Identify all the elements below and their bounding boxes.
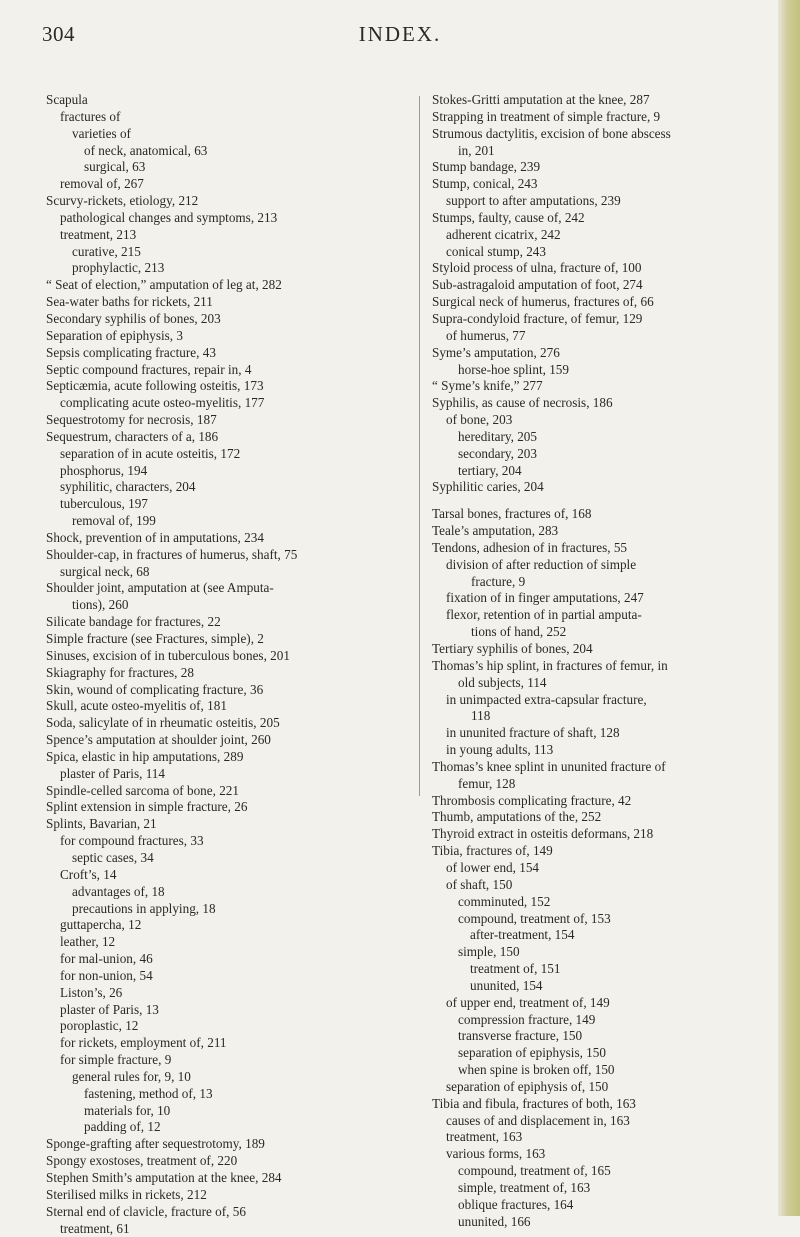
index-subentry	[432, 412, 782, 429]
index-subentry	[46, 210, 410, 227]
index-subentry	[46, 159, 410, 176]
entry-text: of neck, anatomical, 63	[84, 142, 208, 158]
entry-text: when spine is broken off, 150	[458, 1062, 615, 1078]
entry-text: Stump bandage, 239	[432, 159, 541, 175]
entry-text: syphilitic, characters, 204	[60, 479, 196, 495]
index-subentry	[432, 1079, 782, 1096]
entry-text: flexor, retention of in partial amputa-	[446, 607, 642, 623]
index-entry	[46, 345, 410, 362]
entry-text: Splint extension in simple fracture, 26	[46, 799, 248, 815]
index-subentry	[432, 1113, 782, 1130]
entry-text: in ununited fracture of shaft, 128	[446, 725, 620, 741]
entry-text: Spindle-celled sarcoma of bone, 221	[46, 782, 239, 798]
index-subentry	[432, 1045, 782, 1062]
entry-text: Simple fracture (see Fractures, simple), 2	[46, 631, 264, 646]
entry-text: for non-union, 54	[60, 967, 153, 983]
index-entry	[46, 412, 410, 429]
index-entry	[432, 345, 782, 362]
index-entry	[46, 715, 410, 732]
entry-text: Silicate bandage for fractures, 22	[46, 614, 221, 630]
entry-text: padding of, 12	[84, 1119, 161, 1135]
entry-text: treatment, 61	[60, 1220, 130, 1236]
index-entry	[432, 92, 782, 109]
entry-text: division of after reduction of simple	[446, 556, 637, 572]
running-title: INDEX.	[358, 22, 442, 46]
entry-continuation: 118	[471, 708, 491, 724]
index-entry	[46, 429, 410, 446]
index-entry	[46, 1170, 410, 1187]
entry-text: Spica, elastic in hip amputations, 289	[46, 748, 244, 764]
entry-text: compression fracture, 149	[458, 1011, 596, 1027]
entry-text: Strumous dactylitis, excision of bone abscess	[432, 125, 671, 141]
entry-text: compound, treatment of, 165	[458, 1163, 611, 1179]
index-subentry	[46, 884, 410, 901]
entry-text: Thumb, amputations of the, 252	[432, 809, 602, 825]
entry-text: poroplastic, 12	[60, 1018, 139, 1034]
entry-continuation: tions of hand, 252	[471, 624, 567, 640]
index-subentry	[432, 894, 782, 911]
entry-text: Septicæmia, acute following osteitis, 173	[46, 378, 264, 394]
entry-text: tertiary, 204	[458, 462, 522, 478]
index-subentry	[46, 901, 410, 918]
index-entry	[46, 648, 410, 665]
index-entry	[432, 260, 782, 277]
index-subentry	[46, 985, 410, 1002]
index-entry	[432, 176, 782, 193]
index-subentry	[432, 227, 782, 244]
index-subentry	[432, 1163, 782, 1180]
entry-text: simple, 150	[458, 944, 520, 960]
index-subentry	[46, 244, 410, 261]
entry-text: Liston’s, 26	[60, 984, 123, 1000]
entry-text: guttapercha, 12	[60, 917, 142, 933]
entry-text: surgical, 63	[84, 159, 146, 175]
index-subentry	[432, 877, 782, 894]
index-subentry	[432, 995, 782, 1012]
entry-text: Tibia and fibula, fractures of both, 163	[432, 1095, 636, 1111]
index-column-left	[46, 92, 410, 1237]
entry-text: of humerus, 77	[446, 327, 526, 343]
index-entry	[432, 294, 782, 311]
entry-text: ununited, 166	[458, 1213, 531, 1229]
entry-text: tuberculous, 197	[60, 496, 148, 512]
index-entry	[432, 311, 782, 328]
entry-text: treatment, 213	[60, 226, 137, 242]
index-subentry	[46, 564, 410, 581]
entry-text: of lower end, 154	[446, 859, 540, 875]
entry-continuation: old subjects, 114	[458, 674, 547, 690]
entry-text: Thomas’s hip splint, in fractures of femur, in	[432, 657, 668, 673]
page-number: 304	[42, 22, 75, 46]
index-entry	[432, 523, 782, 540]
entry-text: Sequestrotomy for necrosis, 187	[46, 412, 217, 428]
entry-continuation: in, 201	[458, 142, 495, 158]
entry-text: Spongy exostoses, treatment of, 220	[46, 1153, 238, 1169]
entry-text: fractures of	[60, 108, 121, 124]
column-divider	[419, 96, 420, 796]
index-entry	[46, 530, 410, 547]
index-entry	[46, 92, 410, 109]
index-entry	[432, 843, 782, 860]
index-subentry	[46, 766, 410, 783]
entry-text: complicating acute osteo-myelitis, 177	[60, 395, 265, 411]
entry-text: after-treatment, 154	[470, 927, 575, 943]
entry-text: varieties of	[72, 125, 131, 141]
entry-text: oblique fractures, 164	[458, 1196, 574, 1212]
index-subentry	[46, 126, 410, 143]
entry-text: Sinuses, excision of in tuberculous bones, 201	[46, 647, 290, 663]
entry-text: Teale’s amputation, 283	[432, 523, 559, 539]
index-entry	[432, 126, 782, 143]
index-entry	[432, 159, 782, 176]
entry-text: Thrombosis complicating fracture, 42	[432, 792, 632, 808]
index-subentry	[432, 961, 782, 978]
index-subentry	[432, 927, 782, 944]
index-subentry	[432, 1197, 782, 1214]
index-entry	[432, 277, 782, 294]
index-entry	[46, 732, 410, 749]
index-subentry	[46, 1002, 410, 1019]
entry-text: for rickets, employment of, 211	[60, 1035, 227, 1051]
entry-text: leather, 12	[60, 934, 116, 950]
index-subentry	[46, 934, 410, 951]
entry-text: advantages of, 18	[72, 883, 165, 899]
entry-text: secondary, 203	[458, 445, 537, 461]
index-entry	[46, 783, 410, 800]
index-entry	[46, 698, 410, 715]
index-subentry	[432, 1146, 782, 1163]
entry-text: Tarsal bones, fractures of, 168	[432, 506, 592, 522]
entry-text: Skiagraphy for fractures, 28	[46, 664, 194, 680]
index-subentry	[432, 1180, 782, 1197]
entry-text: Secondary syphilis of bones, 203	[46, 310, 221, 326]
index-entry	[46, 580, 410, 597]
index-entry	[46, 1136, 410, 1153]
entry-continuation: fracture, 9	[471, 573, 526, 589]
index-subentry	[432, 429, 782, 446]
index-entry	[46, 311, 410, 328]
index-subentry	[46, 867, 410, 884]
entry-text: Croft’s, 14	[60, 866, 117, 882]
index-entry	[46, 547, 410, 564]
entry-text: transverse fracture, 150	[458, 1028, 583, 1044]
entry-text: Separation of epiphysis, 3	[46, 327, 183, 343]
index-subentry	[432, 362, 782, 379]
entry-text: for mal-union, 46	[60, 951, 153, 967]
index-entry	[46, 614, 410, 631]
entry-text: Syphilitic caries, 204	[432, 479, 544, 495]
page-header	[0, 22, 800, 62]
entry-text: removal of, 267	[60, 176, 144, 192]
index-entry	[432, 826, 782, 843]
index-subentry	[46, 513, 410, 530]
entry-text: Strapping in treatment of simple fracture, 9	[432, 108, 661, 124]
index-entry	[432, 210, 782, 227]
index-subentry	[432, 590, 782, 607]
entry-text: horse-hoe splint, 159	[458, 361, 569, 377]
index-subentry	[432, 244, 782, 261]
index-subentry	[46, 176, 410, 193]
index-entry	[46, 631, 410, 648]
entry-text: of shaft, 150	[446, 876, 513, 892]
index-subentry	[432, 725, 782, 742]
index-subentry	[432, 1129, 782, 1146]
entry-text: Septic compound fractures, repair in, 4	[46, 361, 252, 377]
entry-text: of bone, 203	[446, 412, 513, 428]
index-entry	[46, 816, 410, 833]
index-entry	[46, 193, 410, 210]
index-subentry	[432, 607, 782, 624]
entry-text: adherent cicatrix, 242	[446, 226, 561, 242]
index-subentry	[432, 1062, 782, 1079]
index-subentry	[46, 1119, 410, 1136]
entry-text: removal of, 199	[72, 513, 156, 529]
entry-text: Thyroid extract in osteitis deformans, 218	[432, 826, 654, 842]
index-subentry	[46, 917, 410, 934]
entry-text: Stephen Smith’s amputation at the knee, 284	[46, 1170, 282, 1185]
entry-text: ununited, 154	[470, 977, 543, 993]
entry-continuation: femur, 128	[458, 775, 516, 791]
entry-text: phosphorus, 194	[60, 462, 148, 478]
index-subentry	[46, 1035, 410, 1052]
index-entry	[46, 328, 410, 345]
entry-text: Sternal end of clavicle, fracture of, 56	[46, 1203, 246, 1219]
index-column-right	[432, 92, 782, 1231]
entry-text: Thomas’s knee splint in ununited fracture of	[432, 758, 666, 774]
entry-text: causes of and displacement in, 163	[446, 1112, 630, 1128]
index-subentry	[432, 1012, 782, 1029]
entry-text: precautions in applying, 18	[72, 900, 216, 916]
entry-text: Sequestrum, characters of a, 186	[46, 428, 219, 444]
index-entry	[46, 1187, 410, 1204]
index-entry	[46, 362, 410, 379]
index-subentry	[46, 1069, 410, 1086]
entry-text: surgical neck, 68	[60, 563, 150, 579]
index-entry	[432, 378, 782, 395]
index-subentry	[432, 944, 782, 961]
entry-text: Styloid process of ulna, fracture of, 100	[432, 260, 642, 276]
index-entry	[432, 809, 782, 826]
index-subentry	[46, 463, 410, 480]
entry-text: fastening, method of, 13	[84, 1085, 213, 1101]
entry-text: septic cases, 34	[72, 849, 154, 865]
entry-text: Shock, prevention of in amputations, 234	[46, 529, 264, 545]
entry-text: Supra-condyloid fracture, of femur, 129	[432, 310, 643, 326]
entry-text: plaster of Paris, 114	[60, 765, 165, 781]
index-entry	[46, 749, 410, 766]
index-subentry	[432, 860, 782, 877]
index-subentry	[46, 1103, 410, 1120]
entry-text: Tibia, fractures of, 149	[432, 843, 553, 859]
index-subentry	[46, 260, 410, 277]
entry-text: Tertiary syphilis of bones, 204	[432, 641, 593, 656]
entry-text: Shoulder joint, amputation at (see Amputa-	[46, 580, 274, 596]
index-entry	[432, 759, 782, 776]
index-entry	[432, 1096, 782, 1113]
entry-text: Surgical neck of humerus, fractures of, 66	[432, 294, 654, 310]
entry-text: Sepsis complicating fracture, 43	[46, 344, 216, 360]
entry-text: Sea-water baths for rickets, 211	[46, 294, 213, 310]
index-entry	[432, 506, 782, 523]
index-subentry	[46, 850, 410, 867]
index-subentry	[432, 692, 782, 709]
index-entry	[46, 294, 410, 311]
index-subentry	[432, 557, 782, 574]
entry-text: support to after amputations, 239	[446, 193, 621, 209]
index-subentry	[46, 395, 410, 412]
entry-text: for simple fracture, 9	[60, 1052, 172, 1068]
index-entry	[46, 277, 410, 294]
entry-text: separation of epiphysis of, 150	[446, 1078, 609, 1094]
entry-text: hereditary, 205	[458, 428, 537, 444]
index-subentry	[432, 1214, 782, 1231]
index-subentry	[46, 227, 410, 244]
index-subentry	[46, 446, 410, 463]
entry-text: separation of epiphysis, 150	[458, 1045, 606, 1061]
entry-text: separation of in acute osteitis, 172	[60, 445, 241, 461]
index-subentry	[46, 968, 410, 985]
index-entry	[432, 109, 782, 126]
entry-text: various forms, 163	[446, 1146, 546, 1162]
index-subentry	[432, 1028, 782, 1045]
section-gap	[432, 496, 782, 506]
entry-text: of upper end, treatment of, 149	[446, 994, 610, 1010]
entry-text: Stokes-Gritti amputation at the knee, 287	[432, 92, 650, 107]
index-subentry	[46, 1221, 410, 1237]
entry-text: simple, treatment of, 163	[458, 1180, 591, 1195]
entry-text: Shoulder-cap, in fractures of humerus, shaft, 75	[46, 546, 298, 562]
entry-text: in young adults, 113	[446, 742, 554, 758]
entry-continuation: tions), 260	[72, 597, 129, 613]
entry-text: Scapula	[46, 92, 88, 107]
index-subentry	[46, 109, 410, 126]
entry-text: prophylactic, 213	[72, 260, 165, 276]
entry-text: Sub-astragaloid amputation of foot, 274	[432, 277, 643, 293]
index-subentry	[46, 1018, 410, 1035]
entry-text: Syme’s amputation, 276	[432, 344, 560, 360]
entry-text: Tendons, adhesion of in fractures, 55	[432, 539, 628, 555]
entry-text: Sterilised milks in rickets, 212	[46, 1186, 207, 1202]
entry-text: plaster of Paris, 13	[60, 1001, 159, 1017]
index-entry	[432, 658, 782, 675]
index-entry	[46, 682, 410, 699]
index-subentry	[432, 978, 782, 995]
index-subentry	[46, 951, 410, 968]
index-subentry	[432, 193, 782, 210]
index-subentry	[46, 1086, 410, 1103]
entry-text: for compound fractures, 33	[60, 833, 204, 849]
entry-text: conical stump, 243	[446, 243, 546, 259]
index-entry	[46, 378, 410, 395]
entry-text: general rules for, 9, 10	[72, 1068, 191, 1084]
index-subentry	[432, 911, 782, 928]
index-entry	[46, 665, 410, 682]
index-entry	[432, 540, 782, 557]
index-subentry	[46, 496, 410, 513]
entry-text: “ Syme’s knife,” 277	[432, 378, 543, 394]
entry-text: Stump, conical, 243	[432, 176, 538, 192]
entry-text: in unimpacted extra-capsular fracture,	[446, 691, 647, 707]
entry-text: treatment, 163	[446, 1129, 523, 1145]
entry-text: curative, 215	[72, 243, 141, 259]
entry-text: Skull, acute osteo-myelitis of, 181	[46, 698, 227, 714]
entry-text: compound, treatment of, 153	[458, 910, 611, 926]
index-entry	[432, 479, 782, 496]
index-subentry	[46, 1052, 410, 1069]
entry-text: Soda, salicylate of in rheumatic osteitis, 205	[46, 715, 280, 731]
entry-text: materials for, 10	[84, 1102, 171, 1118]
index-entry	[432, 395, 782, 412]
index-subentry	[46, 143, 410, 160]
entry-text: pathological changes and symptoms, 213	[60, 209, 278, 225]
index-subentry	[46, 479, 410, 496]
entry-text: treatment of, 151	[470, 961, 561, 977]
entry-text: Syphilis, as cause of necrosis, 186	[432, 395, 613, 411]
index-entry	[46, 1204, 410, 1221]
index-entry	[432, 641, 782, 658]
index-subentry	[432, 446, 782, 463]
entry-text: Splints, Bavarian, 21	[46, 816, 157, 832]
entry-text: fixation of in finger amputations, 247	[446, 590, 644, 606]
entry-text: Skin, wound of complicating fracture, 36	[46, 681, 264, 697]
entry-text: Stumps, faulty, cause of, 242	[432, 209, 585, 225]
index-subentry	[432, 328, 782, 345]
index-entry	[46, 1153, 410, 1170]
index-subentry	[432, 463, 782, 480]
index-subentry	[46, 833, 410, 850]
entry-text: Sponge-grafting after sequestrotomy, 189	[46, 1136, 265, 1152]
index-subentry	[432, 742, 782, 759]
entry-text: comminuted, 152	[458, 893, 551, 909]
index-entry	[46, 799, 410, 816]
entry-text: Spence’s amputation at shoulder joint, 260	[46, 732, 271, 748]
entry-text: “ Seat of election,” amputation of leg at, 282	[46, 277, 282, 293]
entry-text: Scurvy-rickets, etiology, 212	[46, 193, 199, 209]
index-entry	[432, 793, 782, 810]
